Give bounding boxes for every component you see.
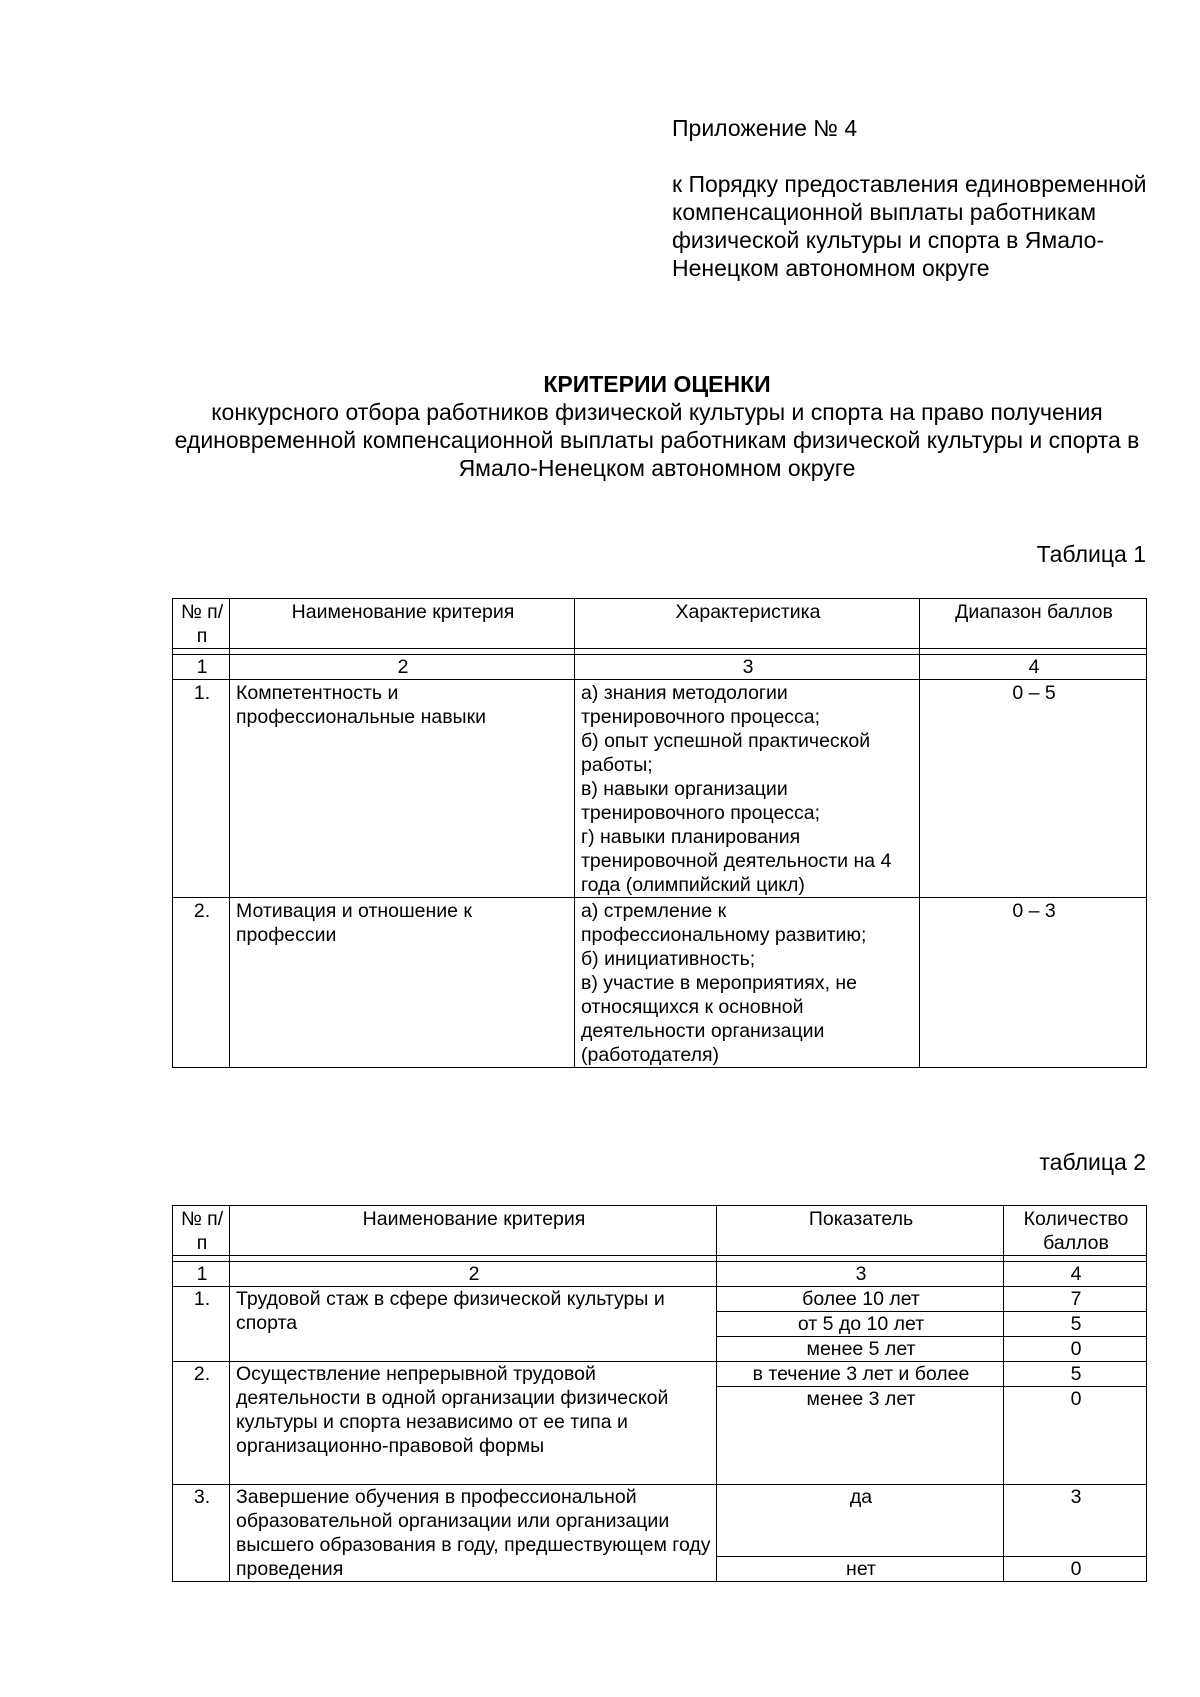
col-number: 2 <box>230 1262 717 1287</box>
document-title <box>172 370 1142 482</box>
header-num: № п/п <box>173 1206 230 1256</box>
col-number: 4 <box>920 655 1147 680</box>
table-2 <box>172 1205 1147 1582</box>
table-1 <box>172 598 1147 1068</box>
table-header-row <box>173 599 1147 649</box>
header-points: Количество баллов <box>1004 1206 1147 1256</box>
column-numbers-row <box>173 1262 1147 1287</box>
indicator: нет <box>717 1557 1004 1582</box>
header-criterion: Наименование критерия <box>230 1206 717 1256</box>
criterion-name: Осуществление непрерывной трудовой деятельности в одной организации физической культуры и спорта независимо от ее типа и организационно-правовой формы <box>230 1362 717 1485</box>
indicator: менее 3 лет <box>717 1387 1004 1485</box>
criterion-name: Завершение обучения в профессиональной образовательной организации или организации высшего образования в году, предшествующем году проведения <box>230 1485 717 1582</box>
characteristic: а) знания методологии тренировочного процесса; б) опыт успешной практической работы; в) навыки организации тренировочного процесса; г) навыки планирования тренировочной деятельности на 4 года (олимпийский цикл) <box>575 680 920 898</box>
col-number: 3 <box>575 655 920 680</box>
indicator: менее 5 лет <box>717 1337 1004 1362</box>
points: 5 <box>1004 1312 1147 1337</box>
col-number: 1 <box>173 655 230 680</box>
indicator: да <box>717 1485 1004 1557</box>
table1-label: Таблица 1 <box>1036 541 1146 567</box>
col-number: 1 <box>173 1262 230 1287</box>
table-row <box>173 1485 1147 1557</box>
header-criterion: Наименование критерия <box>230 599 575 649</box>
points: 0 <box>1004 1387 1147 1485</box>
points-range: 0 – 5 <box>920 680 1147 898</box>
column-numbers-row <box>173 655 1147 680</box>
points: 0 <box>1004 1337 1147 1362</box>
table-row <box>173 1287 1147 1312</box>
col-number: 3 <box>717 1262 1004 1287</box>
title-subtitle: конкурсного отбора работников физической культуры и спорта на право получения единовременной компенсационной выплаты работникам физической культуры и спорта в Ямало-Ненецком автономном округе <box>174 399 1140 481</box>
table-row <box>173 898 1147 1068</box>
points-range: 0 – 3 <box>920 898 1147 1068</box>
table-header-row <box>173 1206 1147 1256</box>
indicator: от 5 до 10 лет <box>717 1312 1004 1337</box>
header-range: Диапазон баллов <box>920 599 1147 649</box>
criterion-name: Мотивация и отношение к профессии <box>230 898 575 1068</box>
table-row <box>173 680 1147 898</box>
table2-label: таблица 2 <box>1039 1149 1146 1175</box>
appendix-number: Приложение № 4 <box>672 115 858 141</box>
header-num: № п/п <box>173 599 230 649</box>
col-number: 4 <box>1004 1262 1147 1287</box>
appendix-block <box>672 114 1152 282</box>
row-num: 1. <box>173 1287 230 1362</box>
points: 7 <box>1004 1287 1147 1312</box>
characteristic: а) стремление к профессиональному развитию; б) инициативность; в) участие в мероприятиях, не относящихся к основной деятельности организации (работодателя) <box>575 898 920 1068</box>
criterion-name: Трудовой стаж в сфере физической культуры и спорта <box>230 1287 717 1362</box>
points: 5 <box>1004 1362 1147 1387</box>
points: 3 <box>1004 1485 1147 1557</box>
table-row <box>173 1362 1147 1387</box>
header-indicator: Показатель <box>717 1206 1004 1256</box>
appendix-text: к Порядку предоставления единовременной компенсационной выплаты работникам физической культуры и спорта в Ямало-Ненецком автономном округе <box>672 171 1147 281</box>
row-num: 1. <box>173 680 230 898</box>
title-main: КРИТЕРИИ ОЦЕНКИ <box>543 371 771 397</box>
row-num: 3. <box>173 1485 230 1582</box>
row-num: 2. <box>173 898 230 1068</box>
col-number: 2 <box>230 655 575 680</box>
indicator: более 10 лет <box>717 1287 1004 1312</box>
header-characteristic: Характеристика <box>575 599 920 649</box>
indicator: в течение 3 лет и более <box>717 1362 1004 1387</box>
row-num: 2. <box>173 1362 230 1485</box>
criterion-name: Компетентность и профессиональные навыки <box>230 680 575 898</box>
points: 0 <box>1004 1557 1147 1582</box>
